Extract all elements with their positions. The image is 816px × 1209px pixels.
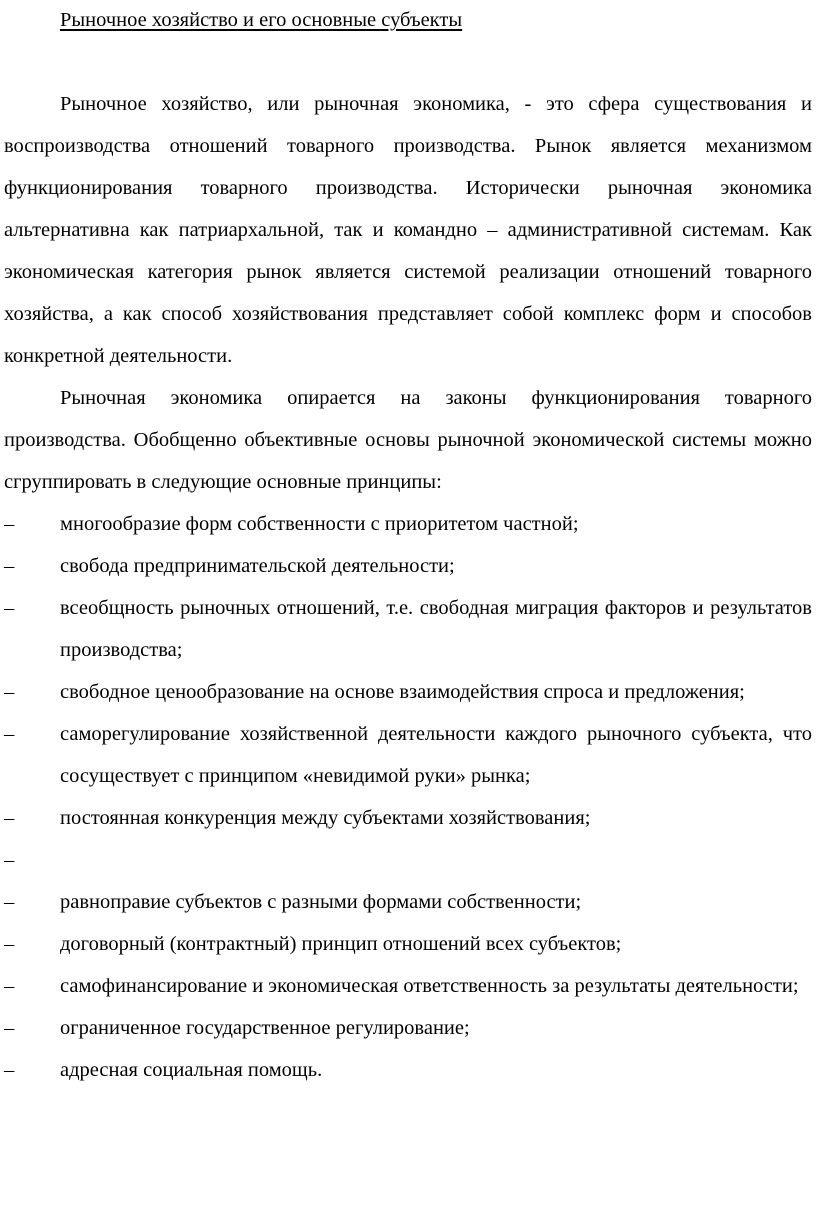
list-item-text: равноправие субъектов с разными формами собственности; (60, 891, 582, 913)
list-item-text: всеобщность рыночных отношений, т.е. свободная миграция факторов и результатов производства; (60, 597, 812, 661)
list-item (4, 797, 812, 839)
dash-marker: – (4, 597, 15, 619)
dash-marker: – (4, 1017, 15, 1039)
list-item (4, 713, 812, 797)
list-item-text: договорный (контрактный) принцип отношений всех субъектов; (60, 933, 622, 955)
dash-marker: – (4, 723, 15, 745)
paragraph-market-economy-definition: Рыночное хозяйство, или рыночная экономика, - это сфера существования и воспроизводства отношений товарного производства. Рынок является механизмом функционирования товарного производства. Исторически рыночная экономика альтернативна как патриархальной, так и командно – административной системам. Как экономическая категория рынок является системой реализации отношений товарного хозяйства, а как способ хозяйствования представляет собой комплекс форм и способов конкретной деятельности. (4, 93, 812, 367)
list-item (4, 881, 812, 923)
title-spacer (4, 39, 812, 83)
list-item-text: адресная социальная помощь. (60, 1059, 323, 1081)
principles-list (4, 503, 812, 1091)
dash-marker: – (4, 807, 15, 829)
dash-marker: – (4, 891, 15, 913)
paragraph-market-economy-principles-intro: Рыночная экономика опирается на законы функционирования товарного производства. Обобщенно объективные основы рыночной экономической системы можно сгруппировать в следующие основные принципы: (4, 387, 812, 493)
list-item (4, 1049, 812, 1091)
dash-marker: – (4, 1059, 15, 1081)
dash-marker: – (4, 513, 15, 535)
list-item-empty (4, 839, 812, 881)
list-item (4, 965, 812, 1007)
list-item-text: свобода предпринимательской деятельности; (60, 555, 455, 577)
dash-marker: – (4, 555, 15, 577)
list-item-text: свободное ценообразование на основе взаимодействия спроса и предложения; (60, 681, 745, 703)
dash-marker: – (4, 849, 15, 871)
list-item (4, 923, 812, 965)
list-item (4, 545, 812, 587)
dash-marker: – (4, 681, 15, 703)
list-item (4, 503, 812, 545)
list-item-text: ограниченное государственное регулирование; (60, 1017, 470, 1039)
list-item-text: саморегулирование хозяйственной деятельности каждого рыночного субъекта, что сосуществует с принципом «невидимой руки» рынка; (60, 723, 812, 787)
list-item-text: многообразие форм собственности с приоритетом частной; (60, 513, 579, 535)
list-item-text: постоянная конкуренция между субъектами хозяйствования; (60, 807, 591, 829)
list-item (4, 671, 812, 713)
document-title: Рыночное хозяйство и его основные субъекты (60, 9, 463, 31)
dash-marker: – (4, 975, 15, 997)
list-item (4, 587, 812, 671)
dash-marker: – (4, 933, 15, 955)
list-item-text: самофинансирование и экономическая ответственность за результаты деятельности; (60, 975, 799, 997)
list-item (4, 1007, 812, 1049)
